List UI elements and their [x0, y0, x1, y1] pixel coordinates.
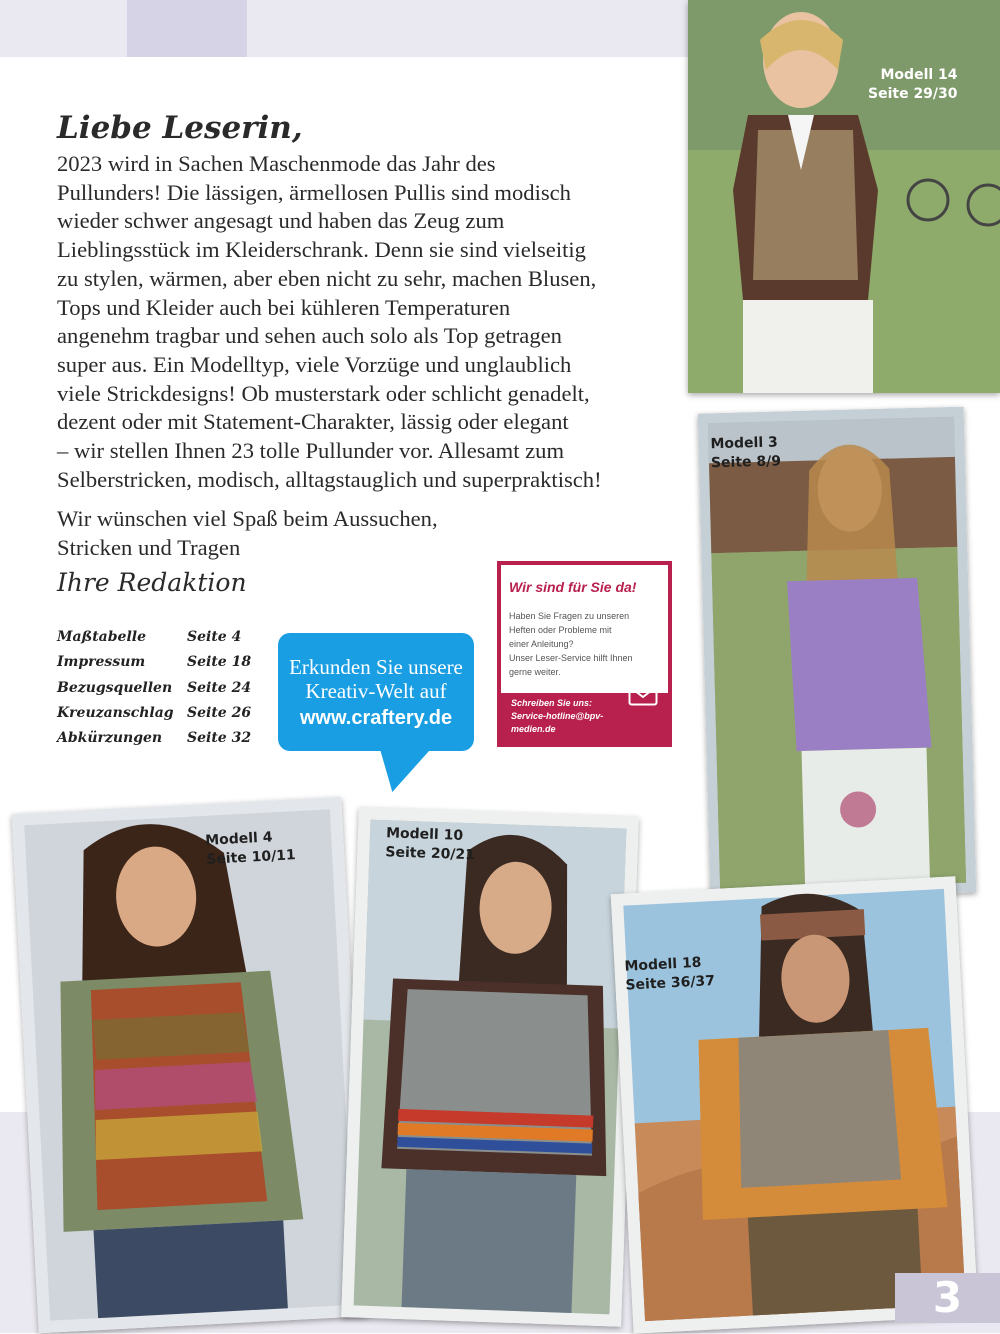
photo-caption	[205, 827, 296, 870]
table-of-contents	[57, 629, 257, 755]
photo-image	[12, 797, 369, 1334]
text-line: Unser Leser-Service hilft Ihnen	[509, 653, 633, 663]
text-line: zu stylen, wärmen, aber eben nicht zu sehr, machen Blusen,	[57, 265, 597, 291]
text-line: – wir stellen Ihnen 23 tolle Pullunder vor. Allesamt zum	[57, 438, 565, 464]
page-number: 3	[895, 1273, 1000, 1323]
text-line: wieder schwer angesagt und haben das Zeug zum	[57, 208, 505, 234]
toc-page: Seite 4	[187, 629, 242, 645]
reader-service-box	[497, 561, 672, 747]
text-line: Haben Sie Fragen zu unseren	[509, 611, 630, 621]
photo-modell-18	[611, 876, 979, 1333]
text-line: dezent oder mit Statement-Charakter, lässig oder elegant	[57, 409, 569, 435]
caption-page: Seite 20/21	[385, 844, 476, 864]
text-line: angenehm tragbar und sehen auch solo als Top getragen	[57, 323, 562, 349]
toc-page: Seite 26	[187, 704, 252, 721]
service-email-link[interactable]: medien.de	[511, 724, 556, 734]
top-band-accent	[127, 0, 247, 57]
caption-page: Seite 29/30	[868, 86, 958, 102]
text-line: super aus. Ein Modelltyp, viele Vorzüge und unglaublich	[57, 351, 572, 377]
editorial-text	[57, 150, 677, 494]
caption-model: Modell 10	[385, 825, 464, 844]
toc-page: Seite 18	[187, 654, 252, 671]
service-email-link[interactable]: Service-hotline@bpv-	[511, 711, 604, 721]
craftery-speech-bubble[interactable]	[278, 633, 474, 751]
photo-image	[611, 876, 979, 1333]
text-line: Pullunders! Die lässigen, ärmellosen Pullis sind modisch	[57, 179, 571, 205]
text-line: viele Strickdesigns! Ob musterstark oder schlicht genadelt,	[57, 380, 590, 406]
photo-caption	[624, 953, 715, 996]
text-line: 2023 wird in Sachen Maschenmode das Jahr des	[57, 151, 496, 176]
photo-modell-10	[341, 807, 639, 1326]
text-line: Heften oder Probleme mit	[509, 625, 612, 635]
toc-label: Impressum	[57, 654, 146, 671]
text-line: Tops und Kleider auch bei kühleren Temperaturen	[57, 294, 511, 320]
toc-label: Kreuzanschlag	[57, 704, 174, 721]
caption-model: Modell 18	[624, 954, 702, 975]
toc-row[interactable]	[57, 680, 257, 705]
toc-row[interactable]	[57, 654, 257, 679]
mail-icon	[628, 684, 658, 706]
text-line: Stricken und Tragen	[57, 534, 241, 560]
text-line: gerne weiter.	[509, 667, 561, 677]
text-line: Wir wünschen viel Spaß beim Aussuchen,	[57, 506, 438, 531]
service-title: Wir sind für Sie da!	[509, 579, 637, 595]
photo-image	[688, 0, 1000, 393]
bubble-line: Kreativ-Welt auf	[305, 679, 447, 703]
toc-row[interactable]	[57, 705, 257, 730]
photo-image	[341, 807, 639, 1326]
caption-model: Modell 4	[204, 829, 273, 849]
text-line: Selberstricken, modisch, alltagstauglich und superpraktisch!	[57, 466, 602, 492]
photo-modell-14	[688, 0, 1000, 393]
caption-model: Modell 14	[880, 67, 958, 83]
photo-image	[698, 407, 977, 900]
caption-page: Seite 8/9	[710, 453, 782, 472]
text-line: einer Anleitung?	[509, 639, 574, 649]
service-contact[interactable]	[511, 697, 611, 736]
photo-caption	[868, 66, 958, 104]
photo-modell-4	[12, 797, 369, 1334]
caption-page: Seite 10/11	[205, 847, 297, 868]
toc-label: Maßtabelle	[57, 629, 146, 645]
photo-caption	[710, 433, 781, 473]
signature: Ihre Redaktion	[57, 568, 247, 597]
photo-modell-3	[698, 407, 977, 900]
craftery-link[interactable]: www.craftery.de	[299, 707, 453, 729]
bubble-line: Erkunden Sie unsere	[289, 655, 463, 679]
text-line: Lieblingsstück im Kleiderschrank. Denn sie sind vielseitig	[57, 237, 586, 263]
toc-page: Seite 24	[187, 679, 252, 696]
caption-page: Seite 36/37	[625, 973, 716, 994]
toc-label: Bezugsquellen	[57, 679, 173, 696]
photo-caption	[385, 824, 476, 865]
speech-bubble-tail	[370, 748, 431, 792]
closing-wish	[57, 505, 517, 562]
text-line: Schreiben Sie uns:	[511, 698, 593, 708]
toc-row[interactable]	[57, 629, 257, 654]
caption-model: Modell 3	[710, 434, 778, 453]
toc-label: Abkürzungen	[57, 730, 163, 747]
toc-page: Seite 32	[187, 730, 252, 747]
greeting-heading: Liebe Leserin,	[57, 110, 303, 146]
toc-row[interactable]	[57, 730, 257, 755]
service-text	[509, 609, 659, 679]
